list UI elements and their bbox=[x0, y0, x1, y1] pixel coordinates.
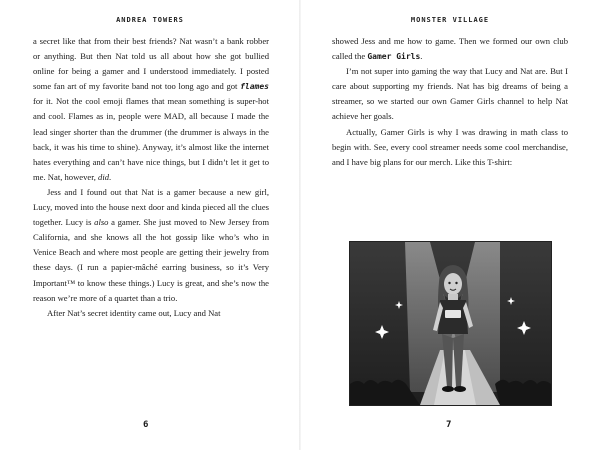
text-run: I’m not super into gaming the way that Lucy and Nat are. But I care about supporting my friends. Nat has big dreams of being a streamer, so we started our own Gamer Girls channel to help Nat achieve her goals. bbox=[332, 66, 568, 122]
stage-scene bbox=[350, 242, 551, 405]
left-paragraph-1 bbox=[33, 34, 269, 185]
text-run: . bbox=[420, 51, 423, 62]
right-running-head: MONSTER VILLAGE bbox=[410, 16, 490, 24]
text-run: . bbox=[109, 171, 112, 182]
left-body-text bbox=[33, 34, 269, 321]
italic-word: also bbox=[94, 217, 109, 228]
left-running-head: ANDREA TOWERS bbox=[116, 16, 184, 24]
text-run: for it. Not the cool emoji flames that mean something is super-hot and cool. Flames as in, people were MAD, all because I made the lead singer shorter than the drummer (the drummer is always in the back, it was his time to shine). Anyway, it’s almost like the internet hates everything and can’t have nice things, but I didn’t let it get to me. Nat, however, bbox=[33, 96, 269, 182]
right-page bbox=[300, 0, 600, 450]
left-paragraph-2 bbox=[33, 185, 269, 306]
italic-word: did bbox=[98, 171, 110, 182]
right-body-text bbox=[332, 34, 568, 170]
right-paragraph-3 bbox=[332, 125, 568, 170]
left-paragraph-3 bbox=[33, 306, 269, 321]
text-run: Actually, Gamer Girls is why I was drawing in math class to begin with. See, every cool streamer needs some cool merchandise, and I have big plans for our merch. Like this T-shirt: bbox=[332, 126, 568, 167]
right-paragraph-1 bbox=[332, 34, 568, 64]
flames-word: flames bbox=[240, 82, 269, 92]
text-run: a secret like that from their best friends? Nat wasn’t a bank robber or anything. But then Nat told us all about how she got bullied online for being a gamer and I understood immediately. I posted some fan art of my favorite band not too long ago and got bbox=[33, 36, 269, 92]
gamer-girls-name: Gamer Girls bbox=[367, 52, 421, 62]
text-run: a gamer. She just moved to New Jersey from California, and she knows all the hot gossip like who’s who in Venice Beach and where most people are getting their jewelry from these days. (I run a papier-mâché earring business, so it’s Very Important™ to know these things.) Lucy is great, and she’s now the reason we’re more of a quartet than a trio. bbox=[33, 217, 269, 303]
text-run: Jess and I found out that Nat is a gamer because a new girl, Lucy, moved into the house next door and kinda pieced all the clues together. Lucy is bbox=[33, 186, 269, 228]
right-paragraph-2 bbox=[332, 64, 568, 124]
text-run: After Nat’s secret identity came out, Lucy and Nat bbox=[47, 307, 221, 318]
stage-illustration bbox=[349, 241, 552, 406]
right-page-number: 7 bbox=[446, 420, 452, 430]
left-page-number: 6 bbox=[143, 420, 149, 430]
text-run: showed Jess and me how to game. Then we formed our own club called the bbox=[332, 36, 568, 62]
